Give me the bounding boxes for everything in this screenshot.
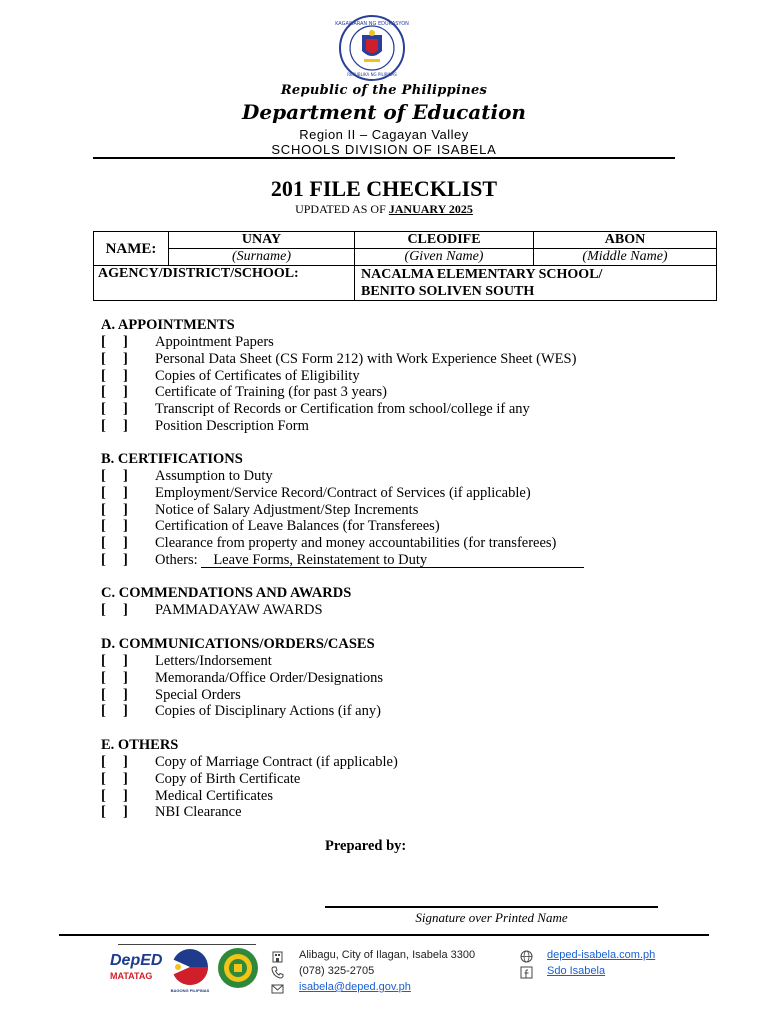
checkbox[interactable]: [ ]	[101, 384, 128, 401]
item-label: Certificate of Training (for past 3 years)	[155, 384, 387, 401]
checklist-item	[101, 669, 384, 687]
checklist-item	[101, 334, 274, 351]
logo-rule	[118, 944, 256, 945]
checkbox[interactable]: [ ]	[101, 350, 128, 367]
seal-text-bottom: REPUBLIKA NG PILIPINAS	[347, 72, 397, 77]
checkbox[interactable]: [ ]	[101, 770, 128, 787]
checkbox[interactable]: [ ]	[101, 484, 128, 501]
others-label: Others:	[155, 551, 198, 568]
section-heading: E. OTHERS	[101, 737, 179, 753]
item-label: Transcript of Records or Certification from school/college if any	[155, 401, 530, 418]
checkbox[interactable]: [ ]	[101, 703, 128, 720]
given-name-value: CLEODIFE	[355, 232, 534, 249]
checkbox[interactable]: [ ]	[101, 669, 128, 686]
checkbox[interactable]: [ ]	[101, 787, 128, 804]
item-label: Copy of Birth Certificate	[155, 770, 301, 787]
checklist-item	[101, 535, 557, 552]
checkbox[interactable]: [ ]	[101, 468, 128, 484]
checkbox[interactable]: [ ]	[101, 653, 128, 669]
item-label: Appointment Papers	[155, 334, 274, 350]
republic-heading: Republic of the Philippines	[280, 83, 488, 98]
checklist-item	[101, 687, 375, 704]
checklist-item	[101, 468, 273, 485]
globe-icon	[520, 950, 533, 963]
building-icon	[271, 950, 284, 963]
employee-info-table	[93, 231, 717, 301]
updated-line	[0, 202, 768, 217]
item-label: PAMMADAYAW AWARDS	[155, 602, 323, 618]
checklist-item	[101, 653, 375, 670]
item-label: Clearance from property and money accountabilities (for transferees)	[155, 535, 557, 552]
facebook-icon	[520, 966, 533, 979]
checkbox[interactable]: [ ]	[101, 417, 128, 434]
header-divider	[93, 157, 675, 159]
checklist-item	[101, 703, 381, 720]
item-label: Personal Data Sheet (CS Form 212) with Work Experience Sheet (WES)	[155, 350, 577, 367]
item-label: Medical Certificates	[155, 787, 273, 804]
checklist-item	[101, 384, 387, 401]
sdo-isabela-seal	[216, 946, 260, 990]
agency-line-2: BENITO SOLIVEN SOUTH	[361, 284, 535, 299]
checklist-item	[101, 602, 351, 619]
signature-caption: Signature over Printed Name	[415, 910, 568, 925]
checklist-item	[101, 787, 273, 805]
deped-matatag-logo	[110, 952, 163, 982]
page-title: 201 FILE CHECKLIST	[270, 176, 498, 201]
checklist-item	[101, 367, 360, 385]
section-commendations	[101, 585, 351, 619]
middle-name-value: ABON	[534, 232, 717, 249]
agency-label: AGENCY/DISTRICT/SCHOOL:	[94, 266, 355, 301]
email-icon	[271, 982, 284, 995]
bagong-pilipinas-logo	[168, 947, 212, 991]
checkbox[interactable]: [ ]	[101, 686, 128, 703]
checkbox[interactable]: [ ]	[101, 367, 128, 384]
item-label: Employment/Service Record/Contract of Services (if applicable)	[155, 484, 531, 501]
updated-date: JANUARY 2025	[388, 202, 473, 216]
section-heading: C. COMMENDATIONS AND AWARDS	[101, 585, 352, 601]
surname-value: UNAY	[169, 232, 355, 249]
section-others	[101, 737, 398, 821]
item-label: Copies of Disciplinary Actions (if any)	[155, 703, 381, 720]
section-communications	[101, 636, 384, 720]
checklist-item-others	[101, 551, 428, 569]
checkbox[interactable]: [ ]	[101, 518, 128, 535]
section-certifications	[101, 451, 557, 569]
checkbox[interactable]: [ ]	[101, 602, 128, 618]
phone-icon	[271, 966, 284, 979]
middle-name-caption: (Middle Name)	[534, 249, 717, 266]
item-label: Notice of Salary Adjustment/Step Increments	[155, 501, 419, 518]
division-heading: SCHOOLS DIVISION OF ISABELA	[271, 142, 497, 157]
checklist-item	[101, 401, 530, 418]
footer-divider	[59, 934, 709, 936]
item-label: Letters/Indorsement	[155, 653, 272, 669]
checklist-item	[101, 350, 577, 368]
item-label: Special Orders	[155, 686, 241, 703]
checkbox[interactable]: [ ]	[101, 754, 128, 770]
email-link[interactable]: isabela@deped.gov.ph	[299, 981, 411, 993]
checkbox[interactable]: [ ]	[101, 535, 128, 552]
item-label: NBI Clearance	[155, 804, 242, 821]
item-label: Copies of Certificates of Eligibility	[155, 367, 360, 384]
checklist-item	[101, 417, 309, 435]
bagong-pilipinas-text: BAGONG PILIPINAS	[170, 988, 210, 993]
checkbox[interactable]: [ ]	[101, 501, 128, 518]
checklist-item	[101, 804, 242, 821]
item-label: Position Description Form	[155, 417, 309, 434]
checklist-item	[101, 518, 440, 535]
given-name-caption: (Given Name)	[355, 249, 534, 266]
facebook-link[interactable]: Sdo Isabela	[547, 965, 606, 977]
region-heading: Region II – Cagayan Valley	[299, 127, 469, 142]
others-value-field[interactable]: Leave Forms, Reinstatement to Duty	[201, 553, 584, 568]
checkbox[interactable]: [ ]	[101, 401, 128, 418]
phone-text: (078) 325-2705	[299, 965, 375, 977]
section-heading: A. APPOINTMENTS	[101, 317, 235, 333]
checklist-item	[101, 501, 419, 519]
surname-caption: (Surname)	[169, 249, 355, 266]
seal-text-top: KAGAWARAN NG EDUKASYON	[335, 21, 409, 27]
section-heading: B. CERTIFICATIONS	[101, 451, 243, 467]
deped-logo-text: DepED	[110, 952, 163, 969]
checkbox[interactable]: [ ]	[101, 804, 128, 821]
checklist-item	[101, 770, 301, 788]
item-label: Memoranda/Office Order/Designations	[155, 669, 384, 686]
department-heading: Department of Education	[242, 100, 526, 124]
updated-prefix: UPDATED AS OF	[295, 202, 386, 216]
section-heading: D. COMMUNICATIONS/ORDERS/CASES	[101, 636, 375, 652]
checkbox[interactable]: [ ]	[101, 551, 128, 568]
deped-seal-logo	[334, 15, 410, 81]
checkbox[interactable]: [ ]	[101, 334, 128, 350]
address-text: Alibagu, City of Ilagan, Isabela 3300	[299, 949, 476, 961]
name-label: NAME:	[94, 232, 169, 266]
checklist-item	[101, 484, 531, 502]
item-label: Assumption to Duty	[155, 468, 273, 484]
checklist-item	[101, 754, 398, 771]
item-label: Certification of Leave Balances (for Transferees)	[155, 518, 440, 535]
signature-line[interactable]	[325, 906, 658, 908]
website-link[interactable]: deped-isabela.com.ph	[547, 949, 656, 961]
agency-value	[355, 266, 717, 301]
item-label: Copy of Marriage Contract (if applicable)	[155, 754, 398, 770]
agency-line-1: NACALMA ELEMENTARY SCHOOL/	[361, 267, 603, 282]
matatag-text: MATATAG	[110, 971, 153, 981]
prepared-by-label: Prepared by:	[325, 838, 407, 854]
section-appointments	[101, 317, 577, 435]
